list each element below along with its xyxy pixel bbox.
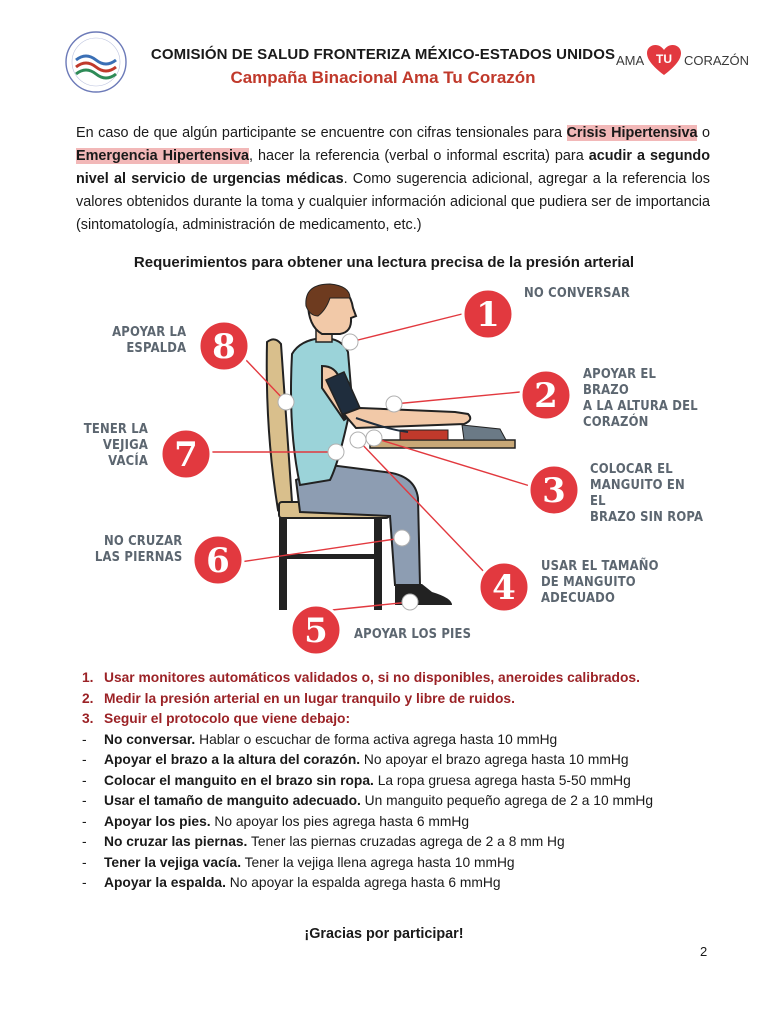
protocol-bold: No cruzar las piernas.	[104, 834, 248, 849]
step-circle-1	[463, 289, 513, 339]
protocol-text: Tener la vejiga llena agrega hasta 10 mmHg	[241, 854, 515, 870]
protocol-bold: Apoyar el brazo a la altura del corazón.	[104, 752, 361, 767]
list-dash: -	[82, 731, 87, 747]
protocol-bold: Tener la vejiga vacía.	[104, 854, 242, 870]
protocol-item-4	[82, 791, 722, 812]
protocol-text: Un manguito pequeño agrega de 2 a 10 mmHg	[360, 793, 654, 808]
logo-word-ama: AMA	[616, 53, 645, 68]
list-dash: -	[82, 793, 87, 808]
protocol-item-6	[82, 832, 722, 853]
protocol-text: Hablar o escuchar de forma activa agrega hasta 10 mmHg	[195, 731, 558, 747]
page-number: 2	[700, 944, 708, 959]
step-label-5: APOYAR LOS PIES	[354, 627, 472, 642]
protocol-text: No apoyar el brazo agrega hasta 10 mmHg	[360, 752, 629, 767]
step-label-1: NO CONVERSAR	[524, 286, 630, 301]
protocol-item-8	[82, 873, 722, 894]
logo-word-corazon: CORAZÓN	[684, 53, 749, 68]
intro-text-1: En caso de que algún participante se encuentre con cifras tensionales para	[76, 125, 567, 141]
highlight-emergencia-hipertensiva: Emergencia Hipertensiva	[76, 148, 250, 164]
page-header	[0, 30, 768, 100]
ama-tu-corazon-logo	[614, 44, 750, 78]
numbered-item-3	[82, 709, 722, 730]
intro-bold-referral: acudir a segundo nivel al servicio de urgencias médicas	[76, 148, 710, 187]
step-circle-6	[193, 535, 243, 585]
logo-word-tu: TU	[656, 52, 672, 66]
protocol-item-2	[82, 750, 722, 771]
list-dash: -	[82, 875, 87, 890]
list-dash: -	[82, 813, 87, 829]
protocol-item-3	[82, 771, 722, 792]
commission-seal-logo	[64, 30, 128, 94]
intro-text-4: . Como sugerencia adicional, agregar a la referencia los valores obtenidos durante la toma y cualquier información adicional que pudiera ser de importancia (sintomatología, administración de medicamento, etc.)	[76, 171, 711, 233]
list-dash: -	[82, 854, 87, 870]
list-dash: -	[82, 752, 87, 767]
numbered-item-2	[82, 689, 722, 710]
protocol-item-1	[82, 730, 722, 751]
step-circle-4	[479, 562, 529, 612]
list-text: Seguir el protocolo que viene debajo:	[104, 711, 351, 726]
protocol-text: La ropa gruesa agrega hasta 5-50 mmHg	[373, 772, 631, 788]
step-number-3: 3	[542, 471, 566, 511]
step-label-8: APOYAR LA ESPALDA	[111, 325, 186, 356]
bp-measurement-figure	[60, 280, 720, 660]
requirements-list	[82, 668, 722, 894]
numbered-item-1	[82, 668, 722, 689]
protocol-text: No apoyar los pies agrega hasta 6 mmHg	[210, 813, 470, 829]
step-label-3: COLOCAR EL MANGUITO EN EL BRAZO SIN ROPA	[590, 462, 704, 525]
step-circle-5	[291, 605, 341, 655]
protocol-bold: Apoyar la espalda.	[104, 875, 226, 890]
list-number: 1.	[82, 670, 94, 685]
section-title: Requerimientos para obtener una lectura precisa de la presión arterial	[133, 254, 635, 271]
list-text: Medir la presión arterial en un lugar tranquilo y libre de ruidos.	[104, 690, 515, 706]
step-number-6: 6	[206, 541, 230, 581]
protocol-bold: Apoyar los pies.	[104, 813, 211, 829]
step-label-7: TENER LA VEJIGA VACÍA	[83, 422, 148, 469]
step-circle-8	[199, 321, 249, 371]
intro-paragraph	[76, 122, 710, 237]
step-number-5: 5	[304, 611, 328, 651]
campaign-title: Campaña Binacional Ama Tu Corazón	[230, 68, 536, 87]
intro-text-3: , hacer la referencia (verbal o informal escrita) para	[249, 148, 589, 164]
list-number: 2.	[82, 690, 94, 706]
organization-title: COMISIÓN DE SALUD FRONTERIZA MÉXICO-ESTADOS UNIDOS	[150, 46, 616, 63]
step-circle-2	[521, 370, 571, 420]
protocol-bold: Usar el tamaño de manguito adecuado.	[104, 793, 361, 808]
protocol-bold: No conversar.	[104, 731, 196, 747]
thanks-message: ¡Gracias por participar!	[304, 926, 464, 942]
list-dash: -	[82, 834, 87, 849]
step-label-6: NO CRUZAR LAS PIERNAS	[94, 534, 182, 565]
list-dash: -	[82, 772, 87, 788]
protocol-item-5	[82, 812, 722, 833]
intro-text-2: o	[697, 125, 710, 141]
step-number-7: 7	[174, 435, 198, 475]
step-number-1: 1	[476, 295, 500, 335]
step-label-4: USAR EL TAMAÑO DE MANGUITO ADECUADO	[541, 559, 659, 606]
list-text: Usar monitores automáticos validados o, si no disponibles, aneroides calibrados.	[104, 670, 640, 685]
step-label-2: APOYAR EL BRAZO A LA ALTURA DEL CORAZÓN	[583, 367, 698, 430]
protocol-text: Tener las piernas cruzadas agrega de 2 a 8 mm Hg	[247, 834, 565, 849]
step-number-2: 2	[534, 376, 558, 416]
step-circle-3	[529, 465, 579, 515]
step-number-8: 8	[212, 327, 236, 367]
protocol-text: No apoyar la espalda agrega hasta 6 mmHg	[225, 875, 501, 890]
step-number-4: 4	[492, 568, 516, 608]
protocol-bold: Colocar el manguito en el brazo sin ropa.	[104, 772, 374, 788]
step-circle-7	[161, 429, 211, 479]
list-number: 3.	[82, 711, 94, 726]
highlight-crisis-hipertensiva: Crisis Hipertensiva	[566, 125, 698, 141]
connector-lines	[206, 314, 530, 610]
protocol-item-7	[82, 853, 722, 874]
